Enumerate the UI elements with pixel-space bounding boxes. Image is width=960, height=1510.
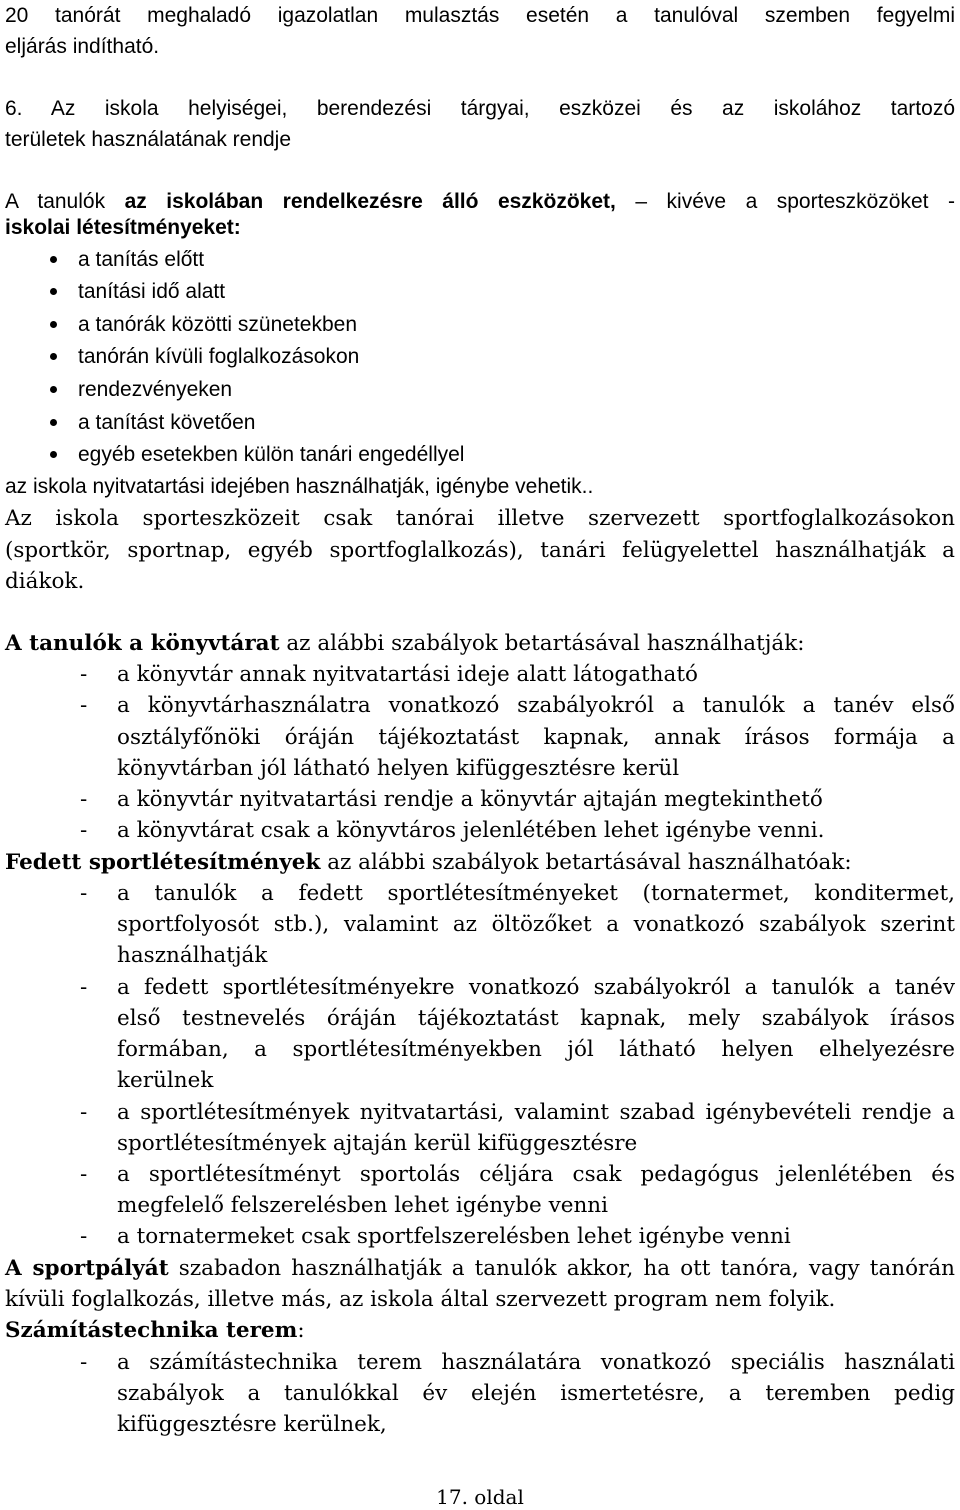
dash-marker: -: [80, 1350, 88, 1375]
page-number: 17. oldal: [436, 1485, 524, 1509]
dash-marker: -: [80, 787, 88, 812]
dash-marker: -: [80, 693, 88, 718]
library-heading: A tanulók a könyvtárat az alábbi szabályok betartásával használhatják:: [5, 631, 805, 656]
sport-tools-paragraph: diákok.: [5, 569, 85, 594]
list-item: szabályok a tanulókkal év elején ismertetésre, a teremben pedig: [117, 1381, 955, 1406]
list-item: a tanulók a fedett sportlétesítményeket (tornatermet, konditermet,: [117, 881, 955, 906]
list-item: megfelelő felszerelésben lehet igénybe venni: [117, 1193, 609, 1218]
list-item: a sportlétesítmények nyitvatartási, valamint szabad igénybevételi rendje a: [117, 1100, 955, 1125]
list-item: a tanítást követően: [78, 407, 955, 438]
list-item: kerülnek: [117, 1068, 214, 1093]
dash-marker: -: [80, 1224, 88, 1249]
list-item: könyvtárban jól látható helyen kifüggesztésre kerül: [117, 756, 680, 781]
list-item: a sportlétesítményt sportolás céljára csak pedagógus jelenlétében és: [117, 1162, 955, 1187]
list-item: formában, a sportlétesítményekben jól látható helyen elhelyezésre: [117, 1037, 955, 1062]
list-item: osztályfőnöki óráján tájékoztatást kapnak, annak írásos formája a: [117, 725, 955, 750]
dash-marker: -: [80, 975, 88, 1000]
computer-heading: Számítástechnika terem:: [5, 1318, 305, 1343]
sportfield-paragraph: kívüli foglalkozás, illetve más, az iskola által szervezett program nem folyik.: [5, 1287, 836, 1312]
dash-marker: -: [80, 881, 88, 906]
section-heading: területek használatának rendje: [5, 128, 292, 151]
tools-paragraph: A tanulók az iskolában rendelkezésre álló eszközöket, – kivéve a sporteszközöket -: [5, 190, 955, 213]
list-item: a könyvtárhasználatra vonatkozó szabályokról a tanulók a tanév első: [117, 693, 955, 718]
list-item: a tanítás előtt: [78, 244, 955, 275]
dash-marker: -: [80, 1162, 88, 1187]
list-item: tanítási idő alatt: [78, 276, 955, 307]
list-item: első testnevelés óráján tájékoztatást kapnak, mely szabályok írásos: [117, 1006, 955, 1031]
list-item: a fedett sportlétesítményekre vonatkozó szabályokról a tanulók a tanév: [117, 975, 955, 1000]
list-item: a számítástechnika terem használatára vonatkozó speciális használati: [117, 1350, 955, 1375]
list-item: sportfolyosót stb.), valamint az öltözőket a vonatkozó szabályok szerint: [117, 912, 955, 937]
intro-line: 20 tanórát meghaladó igazolatlan mulasztás esetén a tanulóval szemben fegyelmi: [5, 4, 955, 27]
tools-closing: az iskola nyitvatartási idejében használhatják, igénybe vehetik..: [5, 475, 594, 498]
sport-tools-paragraph: Az iskola sporteszközeit csak tanórai illetve szervezett sportfoglalkozásokon: [5, 506, 955, 531]
sportfield-paragraph: A sportpályát szabadon használhatják a tanulók akkor, ha ott tanóra, vagy tanórán: [5, 1256, 956, 1281]
list-item: a könyvtárat csak a könyvtáros jelenlétében lehet igénybe venni.: [117, 818, 825, 843]
list-item: egyéb esetekben külön tanári engedéllyel: [78, 439, 955, 470]
list-item: rendezvényeken: [78, 374, 955, 405]
list-item: a könyvtár nyitvatartási rendje a könyvtár ajtaján megtekinthető: [117, 787, 823, 812]
list-item: sportlétesítmények ajtaján kerül kifüggesztésre: [117, 1131, 638, 1156]
sport-tools-paragraph: (sportkör, sportnap, egyéb sportfoglalkozás), tanári felügyelettel használhatják a: [5, 538, 955, 563]
dash-marker: -: [80, 662, 88, 687]
tools-paragraph: iskolai létesítményeket:: [5, 216, 241, 239]
intro-line: eljárás indítható.: [5, 35, 160, 58]
list-item: a tanórák közötti szünetekben: [78, 309, 955, 340]
list-item: használhatják: [117, 943, 268, 968]
dash-marker: -: [80, 1100, 88, 1125]
list-item: tanórán kívüli foglalkozásokon: [78, 341, 955, 372]
dash-marker: -: [80, 818, 88, 843]
list-item: a könyvtár annak nyitvatartási ideje alatt látogatható: [117, 662, 698, 687]
list-item: kifüggesztésre kerülnek,: [117, 1412, 387, 1437]
list-item: a tornatermeket csak sportfelszerelésben lehet igénybe venni: [117, 1224, 791, 1249]
section-heading: 6. Az iskola helyiségei, berendezési tárgyai, eszközei és az iskolához tartozó: [5, 97, 955, 120]
indoor-heading: Fedett sportlétesítmények az alábbi szabályok betartásával használhatóak:: [5, 850, 852, 875]
